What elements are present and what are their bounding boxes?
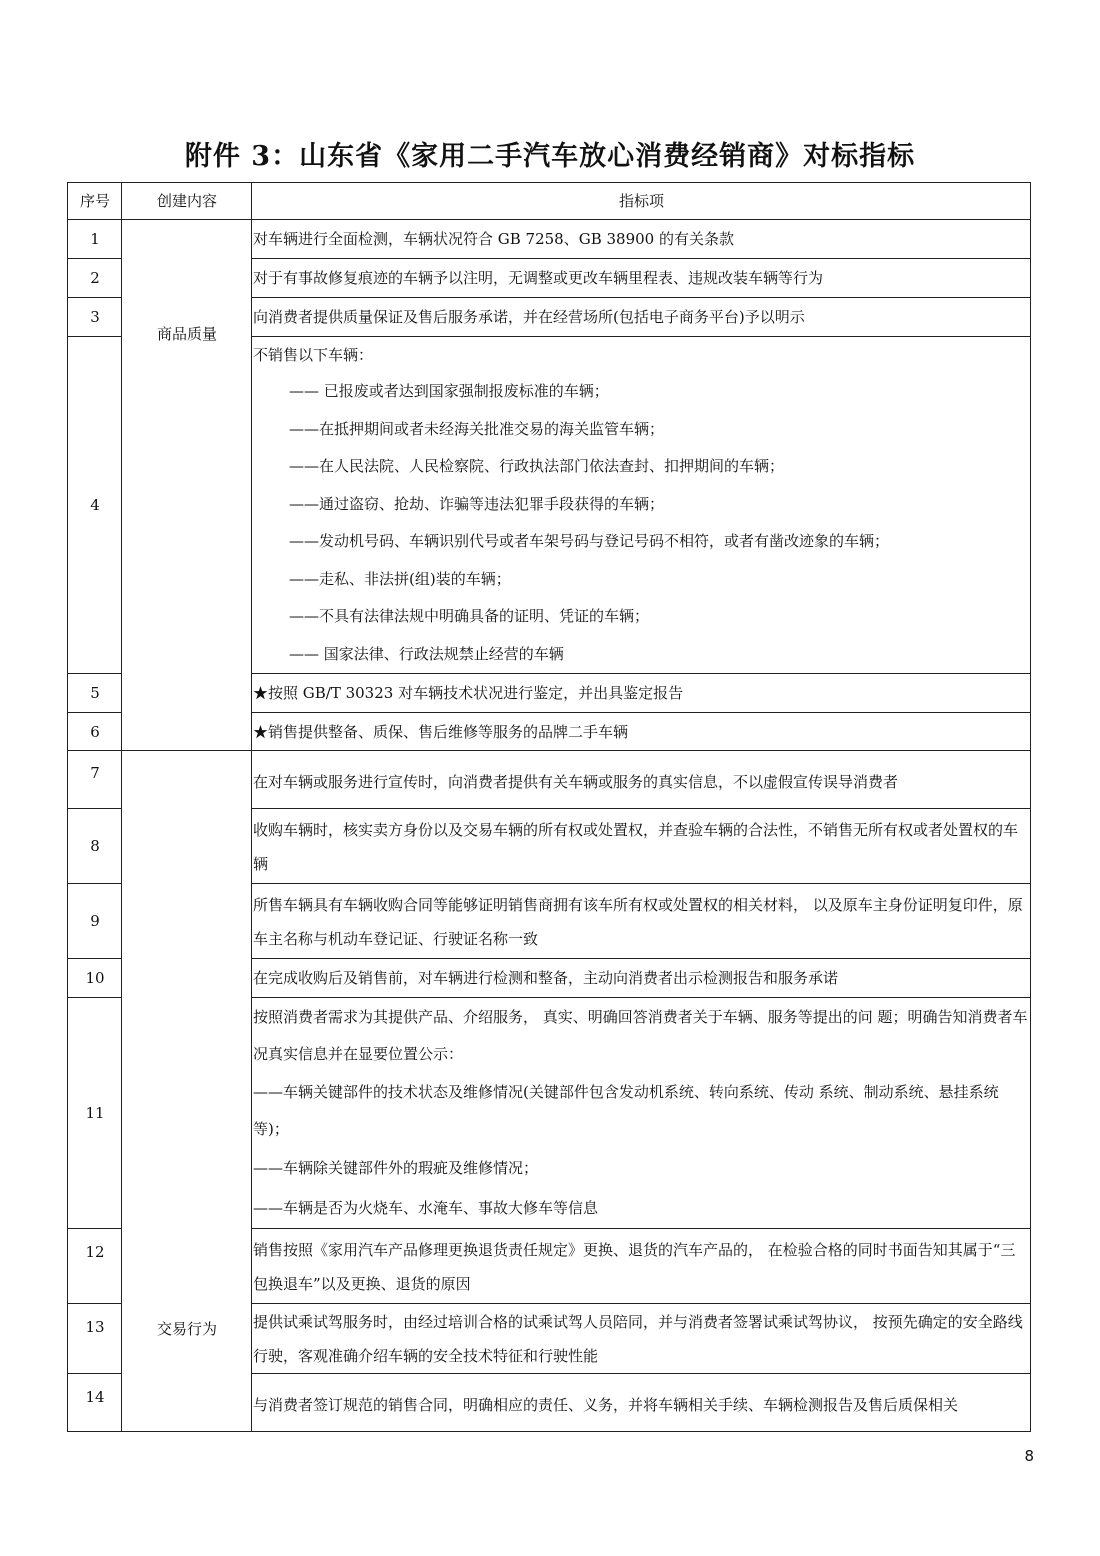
indicator-text: 销售按照《家用汽车产品修理更换退货责任规定》更换、退货的汽车产品的， 在检验合格的同时书面告知其属于“三包换退车”以及更换、退货的原因: [253, 1240, 1016, 1293]
indicator-cell: [252, 337, 1031, 674]
document-title: 附件 3：山东省《家用二手汽车放心消费经销商》对标指标: [184, 141, 916, 172]
indicator-subitem: ——发动机号码、车辆识别代号或者车架号码与登记号码不相符，或者有凿改迹象的车辆；: [289, 532, 890, 550]
row-number: 9: [68, 884, 122, 959]
indicator-subitem: ——不具有法律法规中明确具备的证明、凭证的车辆；: [289, 607, 650, 625]
criteria-table: [67, 182, 1031, 1432]
row-number: 2: [68, 259, 122, 298]
header-item: 指标项: [252, 183, 1031, 220]
row-number: 13: [68, 1304, 122, 1374]
indicator-cell: [252, 884, 1031, 959]
indicator-cell: [252, 1304, 1031, 1374]
category-quality: 商品质量: [122, 220, 252, 751]
table-header-row: [68, 183, 1031, 220]
table-row: [68, 220, 1031, 259]
row-number: 10: [68, 959, 122, 998]
indicator-subitem: ——通过盗窃、抢劫、诈骗等违法犯罪手段获得的车辆；: [289, 494, 665, 513]
indicator-text: 收购车辆时，核实卖方身份以及交易车辆的所有权或处置权，并查验车辆的合法性，不销售无所有权或者处置权的车辆: [253, 820, 1019, 873]
row-number: 3: [68, 298, 122, 337]
page-number: 8: [1024, 1447, 1034, 1465]
row-number: 1: [68, 220, 122, 259]
header-no: 序号: [68, 183, 122, 220]
indicator-subitem: ——走私、非法拼(组)装的车辆；: [289, 569, 511, 588]
table-row: [68, 751, 1031, 809]
indicator-subitem: ——车辆是否为火烧车、水淹车、事故大修车等信息: [253, 1199, 599, 1217]
indicator-text: 对车辆进行全面检测，车辆状况符合 GB 7258、GB 38900 的有关条款: [252, 220, 1031, 259]
row-number: 11: [68, 998, 122, 1229]
indicator-text: ★按照 GB/T 30323 对车辆技术状况进行鉴定，并出具鉴定报告: [252, 674, 1031, 713]
indicator-cell: [252, 1229, 1031, 1304]
row-number: 4: [68, 337, 122, 674]
row-number: 7: [68, 751, 122, 809]
row-number: 14: [68, 1374, 122, 1432]
row-number: 5: [68, 674, 122, 713]
indicator-text: 与消费者签订规范的销售合同，明确相应的责任、义务，并将车辆相关手续、车辆检测报告及售后质保相关: [252, 1374, 1031, 1432]
indicator-text: 在完成收购后及销售前，对车辆进行检测和整备，主动向消费者出示检测报告和服务承诺: [252, 959, 1031, 998]
indicator-cell: [252, 809, 1031, 884]
header-category: 创建内容: [122, 183, 252, 220]
indicator-subitem: ——在人民法院、人民检察院、行政执法部门依法查封、扣押期间的车辆；: [289, 457, 785, 475]
indicator-text: 向消费者提供质量保证及售后服务承诺，并在经营场所(包括电子商务平台)予以明示: [252, 298, 1031, 337]
row-number: 8: [68, 809, 122, 884]
indicator-subitem: ——车辆除关键部件外的瑕疵及维修情况；: [253, 1159, 539, 1177]
category-trade: 交易行为: [122, 751, 252, 1432]
indicator-text: 所售车辆具有车辆收购合同等能够证明销售商拥有该车所有权或处置权的相关材料， 以及原车主身份证明复印件，原车主名称与机动车登记证、行驶证名称一致: [253, 895, 1023, 948]
indicator-cell: [252, 998, 1031, 1229]
indicator-text: 对于有事故修复痕迹的车辆予以注明，无调整或更改车辆里程表、违规改装车辆等行为: [252, 259, 1031, 298]
indicator-subitem: ——车辆关键部件的技术状态及维修情况(关键部件包含发动机系统、转向系统、传动 系统、制动系统、悬挂系统等)；: [253, 1083, 999, 1138]
indicator-text: 提供试乘试驾服务时，由经过培训合格的试乘试驾人员陪同，并与消费者签署试乘试驾协议， 按预先确定的安全路线行驶，客观准确介绍车辆的安全技术特征和行驶性能: [253, 1313, 1023, 1365]
indicator-subitem: —— 国家法律、行政法规禁止经营的车辆: [289, 644, 564, 663]
indicator-subitem: ——在抵押期间或者未经海关批准交易的海关监管车辆；: [289, 419, 665, 438]
indicator-text: 在对车辆或服务进行宣传时，向消费者提供有关车辆或服务的真实信息，不以虚假宣传误导消费者: [252, 751, 1031, 809]
indicator-text: ★销售提供整备、质保、售后维修等服务的品牌二手车辆: [252, 713, 1031, 751]
indicator-text: 不销售以下车辆：: [253, 346, 374, 364]
indicator-text: 按照消费者需求为其提供产品、介绍服务， 真实、明确回答消费者关于车辆、服务等提出的问 题；明确告知消费者车况真实信息并在显要位置公示：: [253, 1008, 1028, 1063]
row-number: 6: [68, 713, 122, 751]
row-number: 12: [68, 1229, 122, 1304]
indicator-subitem: —— 已报废或者达到国家强制报废标准的车辆；: [289, 382, 609, 400]
